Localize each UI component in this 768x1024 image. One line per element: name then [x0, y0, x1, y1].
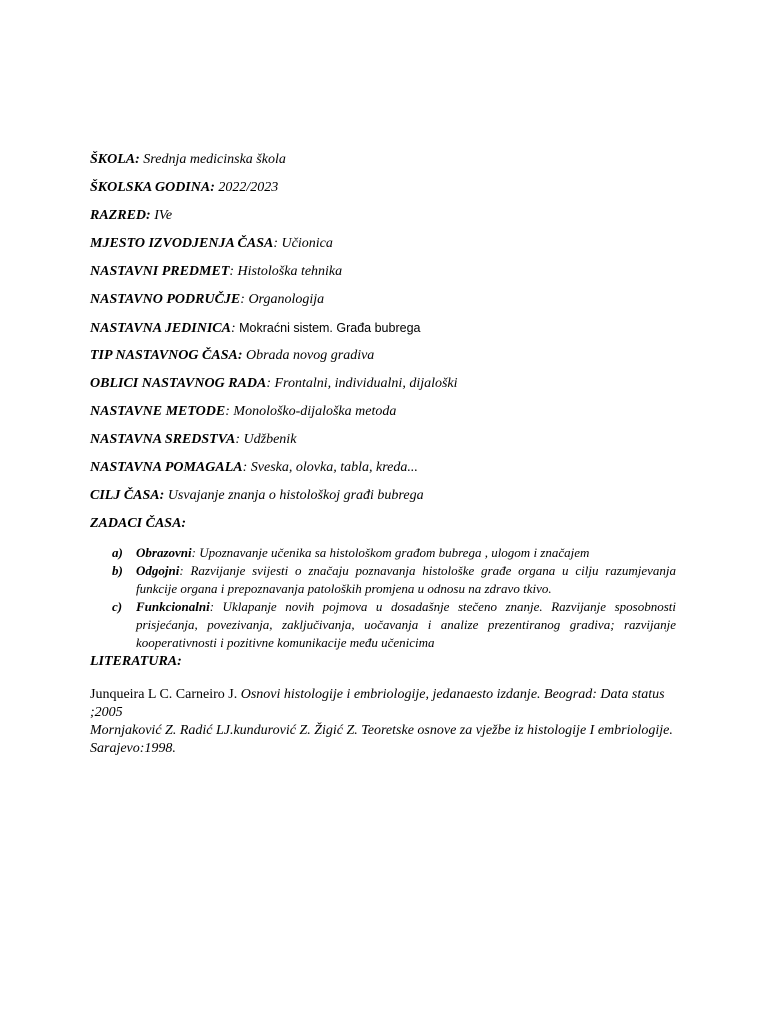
field-label: TIP NASTAVNOG ČASA: [90, 348, 243, 363]
lesson-fields [90, 146, 690, 538]
field-oblici-rada [90, 370, 690, 398]
field-value: : Frontalni, individualni, dijaloški [266, 376, 458, 391]
task-list [112, 544, 676, 652]
literature-ref-2: Mornjaković Z. Radić LJ.kundurović Z. Žigić Z. Teoretske osnove za vježbe iz histologije I embriologije. Sarajevo:1998. [90, 723, 673, 756]
field-value: : [230, 321, 240, 336]
field-value: IVe [150, 208, 173, 223]
field-label: NASTAVNA SREDSTVA [90, 432, 236, 447]
task-label: Obrazovni [136, 545, 192, 560]
field-predmet [90, 258, 690, 286]
ref-authors: Junqueira L C. Carneiro J. [90, 687, 241, 702]
field-metode [90, 398, 690, 426]
field-sredstva [90, 426, 690, 454]
field-zadaci [90, 510, 690, 538]
field-value: : Monološko-dijaloška metoda [225, 404, 397, 419]
field-value: : Udžbenik [235, 432, 297, 447]
field-value: : Histološka tehnika [229, 264, 343, 279]
field-label: CILJ ČASA: [90, 488, 165, 503]
field-value: Srednja medicinska škola [139, 152, 286, 167]
field-value-sans: Mokraćni sistem. Građa bubrega [239, 321, 421, 335]
field-label: NASTAVNA JEDINICA [90, 321, 231, 336]
task-label: Funkcionalni [136, 599, 210, 614]
list-item [112, 598, 676, 652]
field-skolska-godina [90, 174, 690, 202]
field-label: NASTAVNE METODE [90, 404, 226, 419]
field-cilj [90, 482, 690, 510]
literature-heading: LITERATURA: [90, 654, 182, 669]
list-marker: b) [112, 563, 123, 578]
field-pomagala [90, 454, 690, 482]
task-text [136, 544, 589, 562]
list-item [112, 544, 676, 562]
task-body: : Upoznavanje učenika sa histološkom građom bubrega , ulogom i značajem [191, 545, 590, 560]
list-marker: c) [112, 599, 123, 614]
field-razred [90, 202, 690, 230]
field-label: MJESTO IZVODJENJA ČASA [90, 236, 274, 251]
literature-ref-1 [90, 686, 680, 722]
field-label: NASTAVNA POMAGALA [90, 460, 243, 475]
field-mjesto [90, 230, 690, 258]
field-label: ŠKOLA: [90, 152, 140, 167]
field-label: NASTAVNO PODRUČJE [90, 292, 241, 307]
field-value: Obrada novog gradiva [242, 348, 375, 363]
list-item [112, 562, 676, 598]
field-value: Usvajanje znanja o histološkoj građi bubrega [164, 488, 424, 503]
field-value: : Sveska, olovka, tabla, kreda... [242, 460, 418, 475]
field-podrucje [90, 286, 690, 314]
task-text [136, 598, 676, 652]
field-jedinica [90, 314, 690, 342]
field-tip-casa [90, 342, 690, 370]
field-skola [90, 146, 690, 174]
field-value: 2022/2023 [214, 180, 279, 195]
field-value: : Učionica [273, 236, 333, 251]
field-label: RAZRED: [90, 208, 151, 223]
ref-title: Osnovi histologije i embriologije, jedanaesto izdanje. Beograd: Data status ;2005 [90, 687, 665, 720]
field-label: NASTAVNI PREDMET [90, 264, 230, 279]
field-label: ZADACI ČASA: [90, 516, 187, 531]
field-label: OBLICI NASTAVNOG RADA [90, 376, 267, 391]
field-value: : Organologija [240, 292, 325, 307]
task-label: Odgojni [136, 563, 180, 578]
literature-list [90, 686, 680, 758]
task-text [136, 562, 676, 598]
task-body: : Uklapanje novih pojmova u dosadašnje stečeno znanje. Razvijanje sposobnosti prisjećanja, povezivanja, zaključivanja, uočavanja i analize prezentiranog gradiva; razvijanje kooperativnosti i pozitivne komunikacije među učenicima [136, 599, 676, 650]
list-marker: a) [112, 545, 123, 560]
field-label: ŠKOLSKA GODINA: [90, 180, 215, 195]
task-body: : Razvijanje svijesti o značaju poznavanja histološke građe organa u cilju razumjevanja funkcije organa i prepoznavanja patoloških promjena u odnosu na zdravo tkivo. [136, 563, 676, 596]
